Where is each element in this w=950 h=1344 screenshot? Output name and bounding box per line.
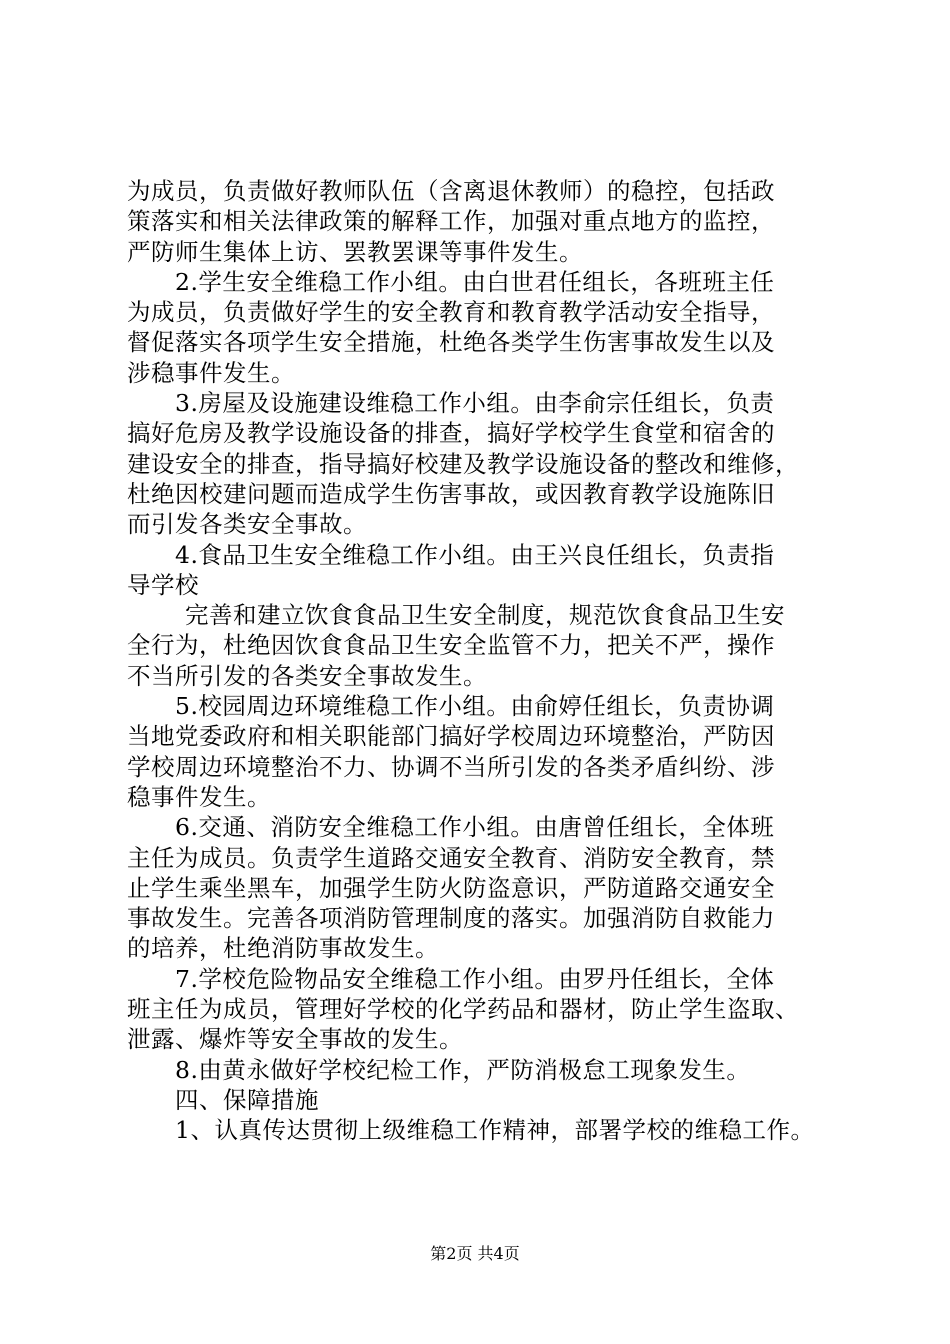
text-line: 7.学校危险物品安全维稳工作小组。由罗丹任组长，全体 xyxy=(175,964,775,993)
text-line: 班主任为成员，管理好学校的化学药品和器材，防止学生盗取、 xyxy=(127,995,799,1024)
text-line: 搞好危房及教学设施设备的排查，搞好学校学生食堂和宿舍的 xyxy=(127,419,775,448)
text-line: 的培养，杜绝消防事故发生。 xyxy=(127,934,439,963)
text-line: 学校周边环境整治不力、协调不当所引发的各类矛盾纠纷、涉 xyxy=(127,752,775,781)
body-text xyxy=(127,176,857,1146)
text-line: 5.校园周边环境维稳工作小组。由俞婷任组长，负责协调 xyxy=(175,692,775,721)
text-line: 1、认真传达贯彻上级维稳工作精神，部署学校的维稳工作。 xyxy=(175,1116,815,1145)
text-line: 6.交通、消防安全维稳工作小组。由唐曾任组长，全体班 xyxy=(175,813,775,842)
text-line: 杜绝因校建问题而造成学生伤害事故，或因教育教学设施陈旧 xyxy=(127,479,775,508)
text-line: 主任为成员。负责学生道路交通安全教育、消防安全教育，禁 xyxy=(127,843,775,872)
text-line: 事故发生。完善各项消防管理制度的落实。加强消防自救能力 xyxy=(127,904,775,933)
text-line: 而引发各类安全事故。 xyxy=(127,510,367,539)
text-line: 全行为，杜绝因饮食食品卫生安全监管不力，把关不严，操作 xyxy=(127,631,775,660)
text-line: 督促落实各项学生安全措施，杜绝各类学生伤害事故发生以及 xyxy=(127,328,775,357)
text-line: 止学生乘坐黑车，加强学生防火防盗意识，严防道路交通安全 xyxy=(127,873,775,902)
text-line: 涉稳事件发生。 xyxy=(127,358,295,387)
text-line: 为成员，负责做好学生的安全教育和教育教学活动安全指导， xyxy=(127,298,775,327)
text-line: 当地党委政府和相关职能部门搞好学校周边环境整治，严防因 xyxy=(127,722,775,751)
text-line: 4.食品卫生安全维稳工作小组。由王兴良任组长，负责指 xyxy=(175,540,775,569)
text-line: 8.由黄永做好学校纪检工作，严防消极怠工现象发生。 xyxy=(175,1055,751,1084)
text-line: 策落实和相关法律政策的解释工作，加强对重点地方的监控， xyxy=(127,207,775,236)
text-line: 为成员，负责做好教师队伍（含离退休教师）的稳控，包括政 xyxy=(127,177,775,205)
text-line: 2.学生安全维稳工作小组。由白世君任组长，各班班主任 xyxy=(175,267,775,296)
text-line: 导学校 xyxy=(127,570,199,599)
text-line: 稳事件发生。 xyxy=(127,782,271,811)
text-line: 3.房屋及设施建设维稳工作小组。由李俞宗任组长，负责 xyxy=(175,389,775,418)
section-heading: 四、保障措施 xyxy=(175,1085,319,1114)
text-line: 建设安全的排查，指导搞好校建及教学设施设备的整改和维修， xyxy=(127,449,799,478)
page-footer: 第2页 共4页 xyxy=(430,1244,520,1263)
text-line: 完善和建立饮食食品卫生安全制度，规范饮食食品卫生安 xyxy=(185,601,785,630)
text-line: 不当所引发的各类安全事故发生。 xyxy=(127,661,487,690)
text-line: 泄露、爆炸等安全事故的发生。 xyxy=(127,1025,463,1054)
text-line: 严防师生集体上访、罢教罢课等事件发生。 xyxy=(127,237,583,266)
